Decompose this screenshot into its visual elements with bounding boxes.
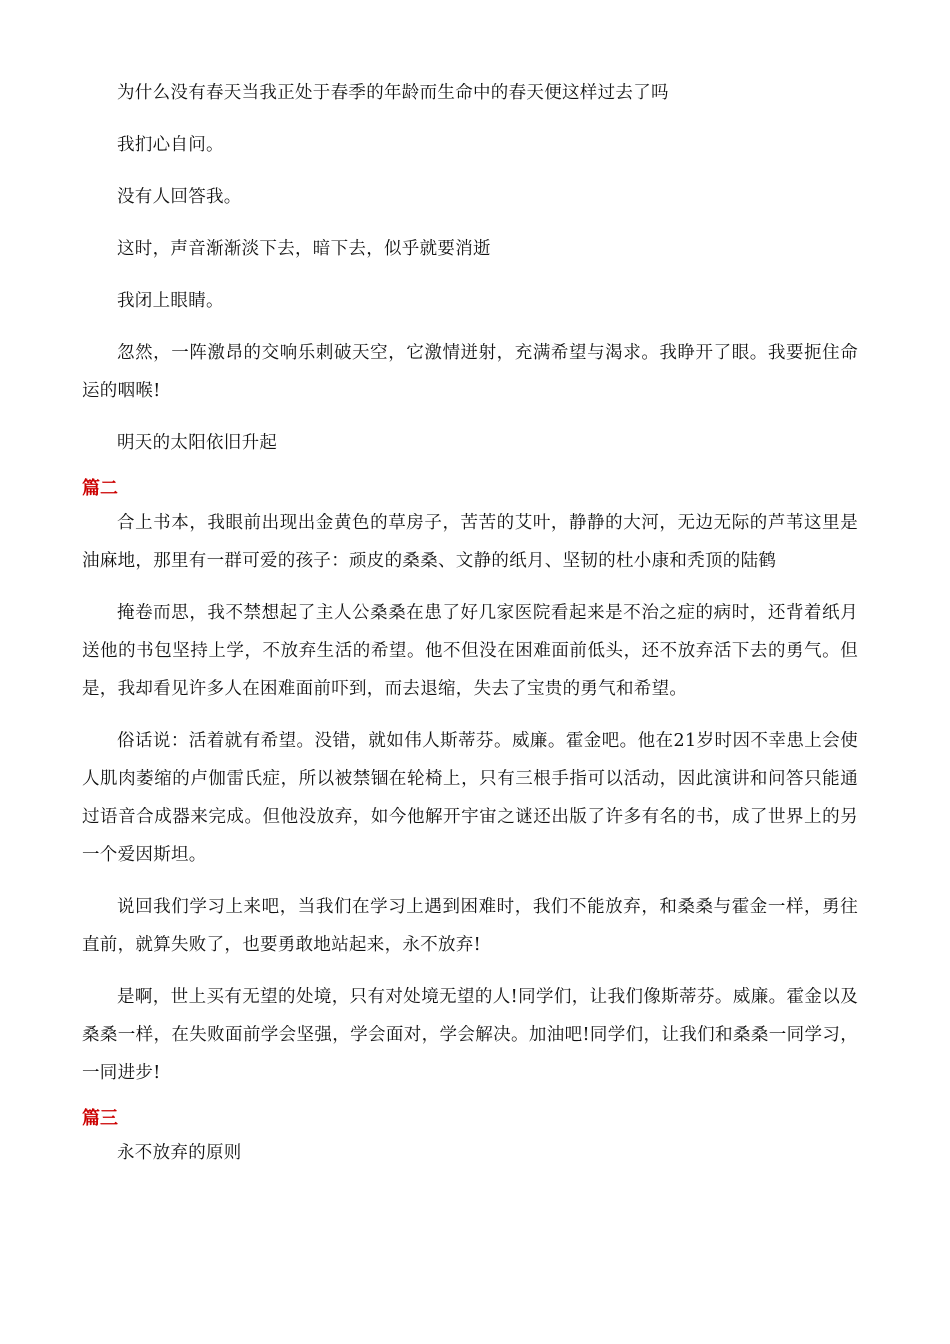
paragraph: 合上书本，我眼前出现出金黄色的草房子，苦苦的艾叶，静静的大河，无边无际的芦苇这里是油麻地，那里有一群可爱的孩子：顽皮的桑桑、文静的纸月、坚韧的杜小康和秃顶的陆鹤 [82,513,858,571]
document-body [82,74,858,1186]
paragraph: 说回我们学习上来吧，当我们在学习上遇到困难时，我们不能放弃，和桑桑与霍金一样，勇往直前，就算失败了，也要勇敢地站起来，永不放弃! [82,897,858,955]
paragraph: 为什么没有春天当我正处于春季的年龄而生命中的春天便这样过去了吗 [117,83,669,103]
paragraph: 掩卷而思，我不禁想起了主人公桑桑在患了好几家医院看起来是不治之症的病时，还背着纸月送他的书包坚持上学，不放弃生活的希望。他不但没在困难面前低头，还不放弃活下去的勇气。但是，我却看见许多人在困难面前吓到，而去退缩，失去了宝贵的勇气和希望。 [82,603,858,699]
paragraph: 没有人回答我。 [117,187,242,207]
paragraph: 是啊，世上买有无望的处境，只有对处境无望的人!同学们，让我们像斯蒂芬。威廉。霍金以及桑桑一样，在失败面前学会坚强，学会面对，学会解决。加油吧!同学们，让我们和桑桑一同学习，一同进步! [82,987,858,1083]
paragraph: 这时，声音渐渐淡下去，暗下去，似乎就要消逝 [117,239,491,259]
paragraph: 忽然，一阵激昂的交响乐刺破天空，它激情迸射，充满希望与渴求。我睁开了眼。我要扼住命运的咽喉! [82,343,858,401]
section-heading-3: 篇三 [82,1108,118,1129]
paragraph: 永不放弃的原则 [117,1143,242,1163]
paragraph: 俗话说：活着就有希望。没错，就如伟人斯蒂芬。威廉。霍金吧。他在21岁时因不幸患上会使人肌肉萎缩的卢伽雷氏症，所以被禁锢在轮椅上，只有三根手指可以活动，因此演讲和问答只能通过语音合成器来完成。但他没放弃，如今他解开宇宙之谜还出版了许多有名的书，成了世界上的另一个爱因斯坦。 [82,731,858,865]
paragraph: 我扪心自问。 [117,135,224,155]
section-heading-2: 篇二 [82,478,118,499]
paragraph: 明天的太阳依旧升起 [117,433,278,453]
paragraph: 我闭上眼睛。 [117,291,224,311]
